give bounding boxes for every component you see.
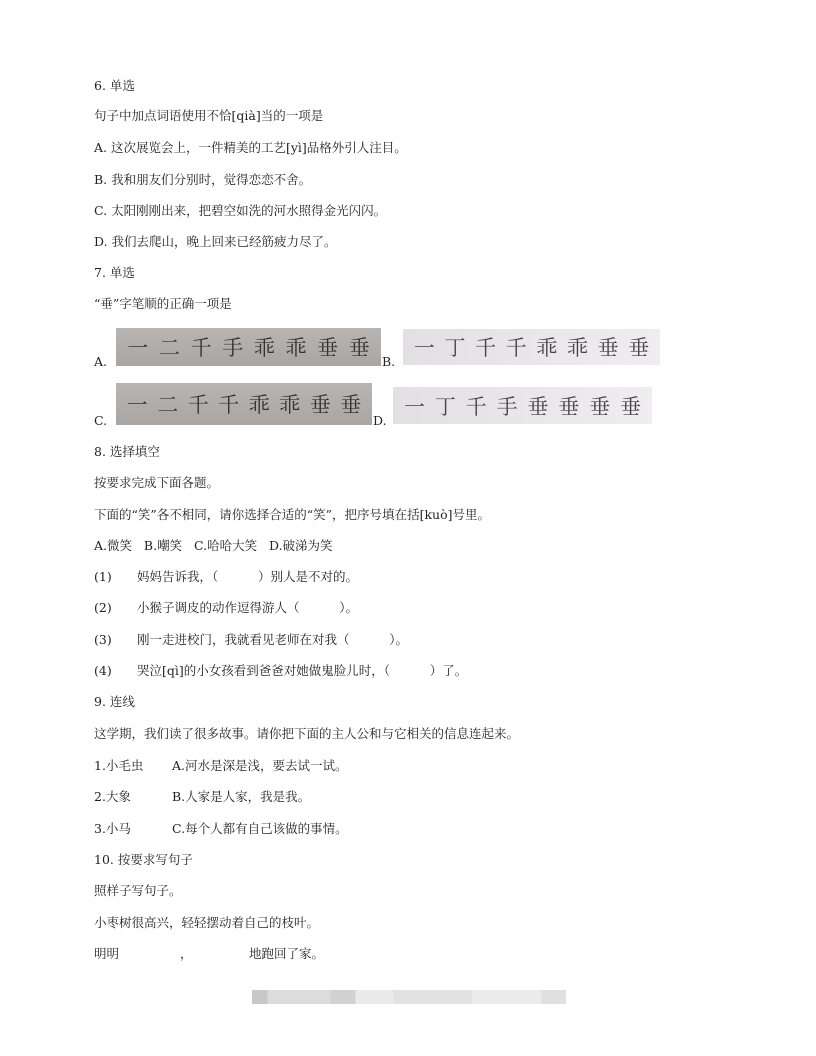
question-title: 6. 单选	[94, 78, 135, 93]
blank-part-3: 地跑回了家。	[249, 946, 325, 961]
stroke-step: 一	[127, 336, 149, 360]
item-4-number: (4)	[94, 663, 112, 678]
option-c-label: C.	[94, 413, 108, 428]
option-d: D. 我们去爬山，晚上回来已经筋疲力尽了。	[94, 234, 337, 249]
stroke-order-image-a	[116, 328, 381, 366]
question-title: 10. 按要求写句子	[94, 852, 193, 867]
stroke-step: 垂	[589, 394, 611, 419]
item-3-number: (3)	[94, 632, 112, 647]
stroke-step: 二	[157, 393, 179, 417]
match-right-b: B.人家是人家，我是我。	[172, 789, 311, 804]
stroke-step: 乖	[285, 336, 307, 360]
stroke-step: 丁	[434, 394, 456, 419]
stroke-step: 手	[222, 336, 244, 360]
question-stem: “垂”字笔顺的正确一项是	[94, 296, 232, 311]
stroke-step: 一	[403, 394, 425, 419]
blank-part-1: 明明	[94, 946, 120, 961]
stroke-step: 垂	[348, 336, 370, 360]
stroke-step: 千	[465, 394, 487, 419]
stroke-step: 一	[413, 336, 435, 360]
question-stem: 句子中加点词语使用不恰[qià]当的一项是	[94, 108, 324, 123]
question-stem: 下面的“笑”各不相同，请你选择合适的“笑”，把序号填在括[kuò]号里。	[94, 507, 490, 522]
stroke-step: 千	[187, 393, 209, 417]
question-stem: 这学期，我们读了很多故事。请你把下面的主人公和与它相关的信息连起来。	[94, 726, 520, 741]
stroke-step: 千	[475, 336, 497, 360]
stroke-step: 千	[218, 393, 240, 417]
stroke-order-image-c	[116, 383, 372, 425]
item-2-number: (2)	[94, 600, 112, 615]
example-sentence: 小枣树很高兴，轻轻摆动着自己的枝叶。	[94, 915, 320, 930]
stroke-order-image-b	[403, 329, 660, 365]
match-left-3: 3.小马	[94, 821, 131, 836]
item-1-number: (1)	[94, 569, 112, 584]
stroke-step: 垂	[527, 394, 549, 419]
blank-part-2: ，	[180, 946, 193, 961]
stroke-step: 乖	[566, 336, 588, 360]
stroke-step: 手	[496, 394, 518, 419]
item-4-text: 哭泣[qì]的小女孩看到爸爸对她做鬼脸儿时，（ ）了。	[137, 663, 468, 678]
stroke-step: 垂	[317, 336, 339, 360]
stroke-step: 垂	[628, 336, 650, 360]
question-title: 7. 单选	[94, 265, 135, 280]
stroke-order-image-d	[393, 387, 652, 424]
stroke-step: 垂	[597, 336, 619, 360]
question-title: 9. 连线	[94, 694, 135, 709]
blurred-watermark	[252, 990, 566, 1004]
option-a-label: A.	[94, 354, 108, 369]
match-right-a: A.河水是深是浅，要去试一试。	[172, 758, 348, 773]
option-d-label: D.	[373, 413, 387, 428]
instruction: 照样子写句子。	[94, 883, 182, 898]
match-left-1: 1.小毛虫	[94, 758, 144, 773]
stroke-step: 垂	[340, 393, 362, 417]
stroke-step: 垂	[558, 394, 580, 419]
option-c: C. 太阳刚刚出来，把碧空如洗的河水照得金光闪闪。	[94, 203, 387, 218]
stroke-step: 一	[126, 393, 148, 417]
match-right-c: C.每个人都有自己该做的事情。	[172, 821, 348, 836]
stroke-step: 乖	[536, 336, 558, 360]
stroke-step: 乖	[253, 336, 275, 360]
question-title: 8. 选择填空	[94, 444, 160, 459]
item-2-text: 小猴子调皮的动作逗得游人（ ）。	[137, 600, 358, 615]
item-1-text: 妈妈告诉我，（ ）别人是不对的。	[137, 569, 358, 584]
stroke-step: 二	[158, 336, 180, 360]
option-a: A. 这次展览会上，一件精美的工艺[yì]品格外引人注目。	[94, 140, 407, 155]
stroke-step: 乖	[248, 393, 270, 417]
instruction: 按要求完成下面各题。	[94, 475, 220, 490]
stroke-step: 垂	[620, 394, 642, 419]
stroke-step: 垂	[309, 393, 331, 417]
choices: A.微笑 B.嘲笑 C.哈哈大笑 D.破涕为笑	[94, 538, 333, 553]
stroke-step: 千	[190, 336, 212, 360]
stroke-step: 乖	[279, 393, 301, 417]
option-b: B. 我和朋友们分别时，觉得恋恋不舍。	[94, 172, 312, 187]
option-b-label: B.	[382, 354, 396, 369]
stroke-step: 千	[505, 336, 527, 360]
match-left-2: 2.大象	[94, 789, 131, 804]
item-3-text: 刚一走进校门，我就看见老师在对我（ ）。	[137, 632, 408, 647]
stroke-step: 丁	[444, 336, 466, 360]
